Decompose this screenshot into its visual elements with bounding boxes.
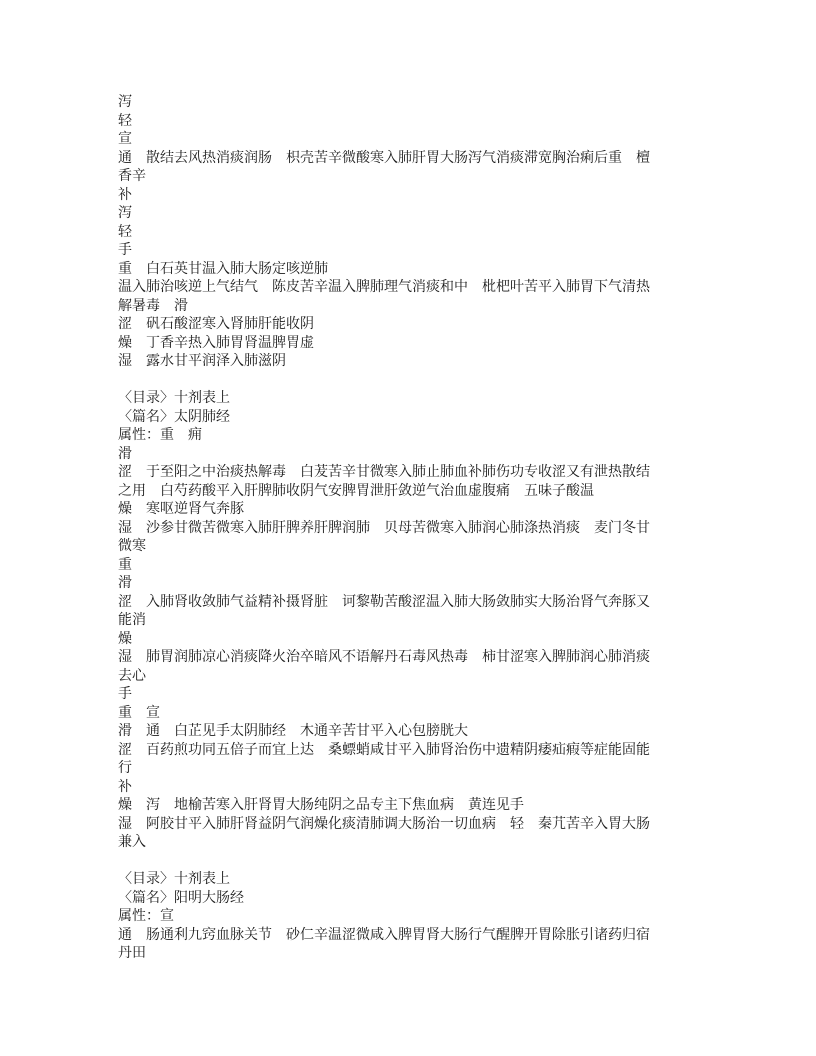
text-line: 通 肠通利九窍血脉关节 砂仁辛温涩微咸入脾胃肾大肠行气醒脾开胃除胀引诸药归宿: [118, 927, 650, 943]
text-line: 手: [118, 243, 132, 258]
text-line: 行: [118, 761, 132, 776]
text-line: 补: [118, 779, 132, 795]
text-line: 燥 泻 地榆苦寒入肝肾胃大肠纯阴之品专主下焦血病 黄连见手: [118, 798, 524, 813]
piece-title-line: 〈篇名〉太阴肺经: [118, 409, 230, 425]
text-line: 轻: [118, 113, 132, 129]
catalog-heading-line: 〈目录〉十剂表上: [118, 872, 230, 887]
document-body: [118, 94, 704, 964]
text-line: 涩 矾石酸涩寒入肾肺肝能收阴: [118, 317, 314, 332]
text-line: 滑: [118, 576, 132, 591]
piece-title-line: 〈篇名〉阳明大肠经: [118, 890, 244, 906]
text-line: 涩 百药煎功同五倍子而宜上达 桑螵蛸咸甘平入肺肾治伤中遗精阴痿疝瘕等症能固能: [118, 742, 650, 758]
text-line: 涩 入肺肾收敛肺气益精补摄肾脏 诃黎勒苦酸涩温入肺大肠敛肺实大肠治肾气奔豚又: [118, 594, 650, 610]
text-line: 宣: [118, 132, 132, 147]
catalog-heading-line: 〈目录〉十剂表上: [118, 391, 230, 406]
text-line: 湿 沙参甘微苦微寒入肺肝脾养肝脾润肺 贝母苦微寒入肺润心肺涤热消痰 麦门冬甘: [118, 520, 650, 536]
text-line: 燥: [118, 631, 132, 647]
text-line: 温入肺治咳逆上气结气 陈皮苦辛温入脾肺理气消痰和中 枇杷叶苦平入肺胃下气清热: [118, 280, 650, 295]
text-line: 手: [118, 687, 132, 702]
text-line: 泻: [118, 95, 132, 110]
text-line: 湿 阿胶甘平入肺肝肾益阴气润燥化痰清肺调大肠治一切血病 轻 秦芁苦辛入胃大肠: [118, 816, 650, 832]
text-line: 重 白石英甘温入肺大肠定咳逆肺: [118, 261, 328, 277]
text-line: 燥 丁香辛热入肺胃肾温脾胃虚: [118, 335, 314, 351]
blank-line: [118, 853, 704, 872]
text-line: 湿 肺胃润肺凉心消痰降火治卒暗风不语解丹石毒风热毒 柿甘涩寒入脾肺润心肺消痰: [118, 650, 650, 665]
text-line: 滑 通 白芷见手太阴肺经 木通辛苦甘平入心包膀胱大: [118, 724, 468, 739]
text-line: 轻: [118, 224, 132, 240]
attribute-line: 属性：重 痈: [118, 428, 202, 443]
text-line: 之用 白芍药酸平入肝脾肺收阴气安脾胃泄肝敛逆气治血虚腹痛 五味子酸温: [118, 483, 594, 499]
text-line: 重 宣: [118, 705, 160, 721]
text-line: 兼入: [118, 835, 146, 850]
text-line: 通 散结去风热消痰润肠 枳壳苦辛微酸寒入肺肝胃大肠泻气消痰滞宽胸治痢后重 檀: [118, 150, 650, 166]
blank-line: [118, 372, 704, 391]
text-line: 泻: [118, 206, 132, 221]
text-line: 重: [118, 557, 132, 573]
text-line: 解暑毒 滑: [118, 298, 188, 314]
text-line: 丹田: [118, 946, 146, 961]
text-line: 香辛: [118, 169, 146, 184]
text-line: 能消: [118, 613, 146, 628]
text-line: 微寒: [118, 539, 146, 554]
text-line: 滑: [118, 446, 132, 462]
text-line: 燥 寒呕逆肾气奔豚: [118, 502, 244, 517]
text-line: 补: [118, 187, 132, 203]
text-line: 涩 于至阳之中治痰热解毒 白茇苦辛甘微寒入肺止肺血补肺伤功专收涩又有泄热散结: [118, 465, 650, 480]
attribute-line: 属性：宣: [118, 909, 174, 924]
text-line: 湿 露水甘平润泽入肺滋阴: [118, 354, 286, 369]
text-line: 去心: [118, 668, 146, 684]
